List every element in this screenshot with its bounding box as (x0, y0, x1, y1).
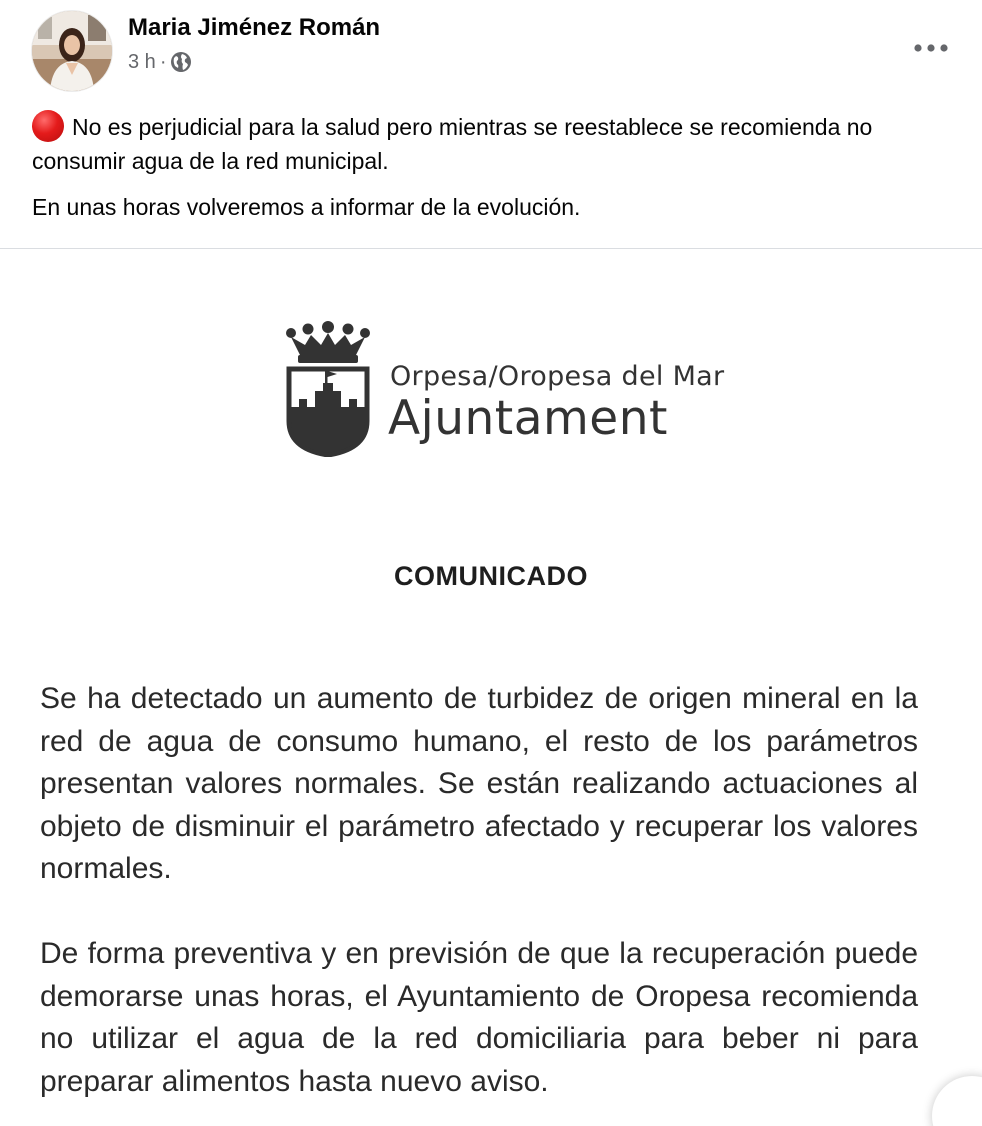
meta-separator: · (159, 50, 167, 73)
logo-title: Ajuntament (388, 391, 668, 446)
document-paragraph: De forma preventiva y en previsión de que la recuperación puede demorarse unas horas, el Ayuntamiento de Oropesa recomienda no utilizar el agua de la red domiciliaria para beber ni para preparar alimentos hasta nuevo aviso. (40, 937, 918, 1098)
document-paragraph: Se ha detectado un aumento de turbidez de origen mineral en la red de agua de consumo humano, el resto de los parámetros presentan valores normales. Se están realizando actuaciones al objeto de disminuir el parámetro afectado y recuperar los valores normales. (40, 682, 918, 885)
post-paragraph: En unas horas volveremos a informar de la evolución. (32, 194, 581, 220)
post-paragraph (32, 110, 932, 178)
logo-subtitle: Orpesa/Oropesa del Mar (390, 361, 725, 392)
post-message (32, 110, 932, 224)
corner-overlay (932, 1076, 982, 1126)
post-image[interactable] (0, 249, 982, 1126)
more-options-icon (914, 44, 948, 52)
globe-icon[interactable] (170, 51, 192, 73)
document-heading: COMUNICADO (394, 561, 588, 591)
post-paragraph-text: No es perjudicial para la salud pero mientras se reestablece se recomienda no consumir agua de la red municipal. (32, 114, 873, 174)
post-meta (128, 48, 192, 76)
red-circle-emoji-icon (32, 110, 64, 142)
post-timestamp[interactable]: 3 h (128, 50, 156, 73)
author-avatar[interactable] (32, 11, 112, 91)
post-header (0, 0, 982, 100)
author-name[interactable]: Maria Jiménez Román (128, 14, 381, 41)
more-options-button[interactable] (905, 28, 957, 68)
crowned-shield-castle-icon (285, 321, 371, 457)
